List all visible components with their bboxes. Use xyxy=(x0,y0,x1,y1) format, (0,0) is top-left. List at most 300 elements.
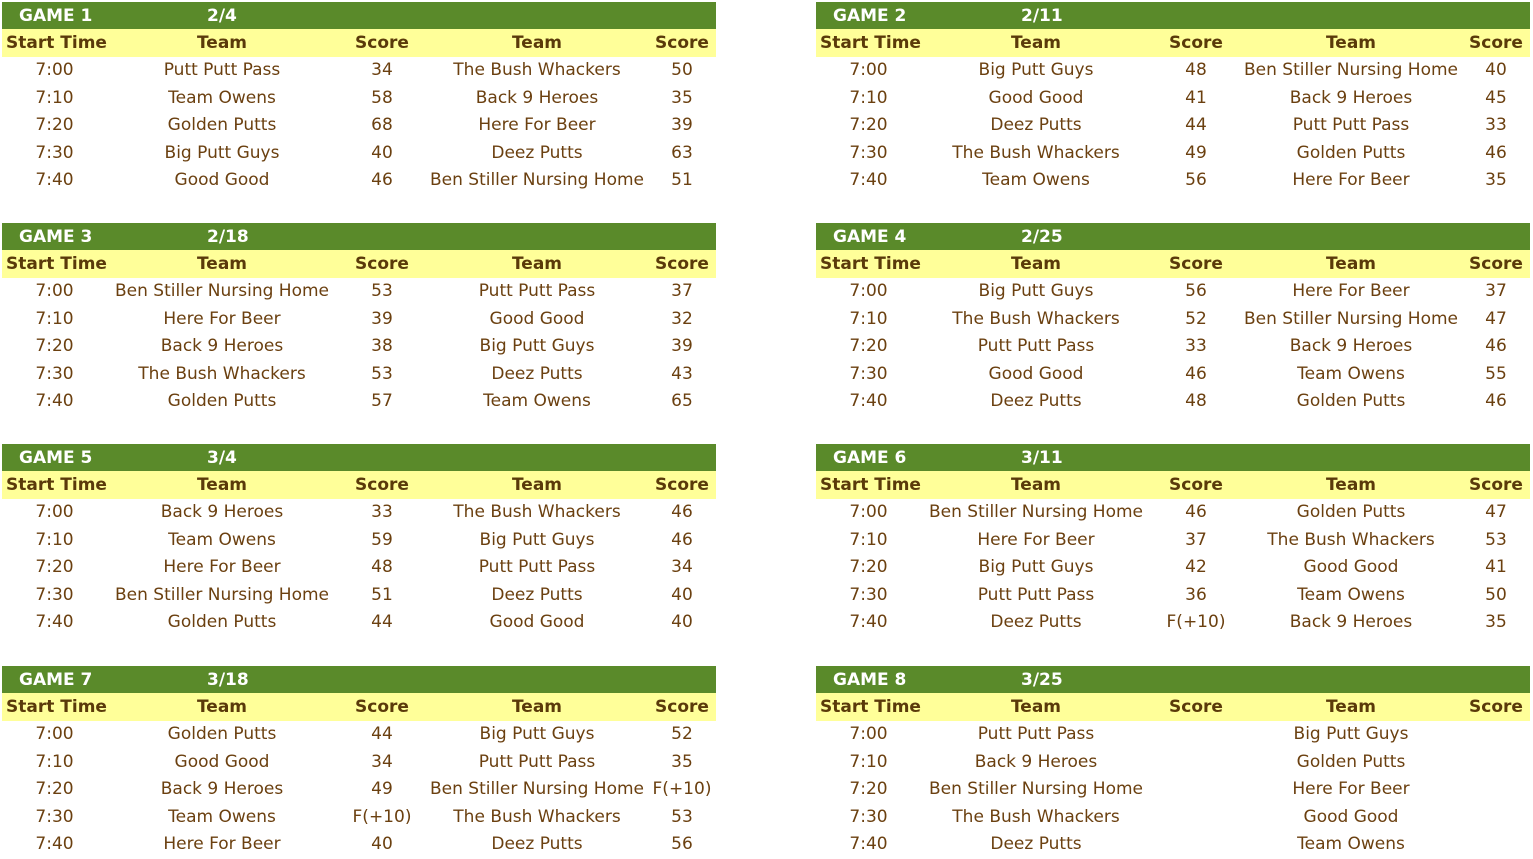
header-team: Team xyxy=(511,475,563,495)
game-block xyxy=(816,444,1530,637)
score-cell: 49 xyxy=(1185,142,1207,163)
header-score: Score xyxy=(1469,254,1523,274)
start-time-cell: 7:00 xyxy=(849,60,888,80)
team-cell: The Bush Whackers xyxy=(952,142,1120,163)
game-date: 3/11 xyxy=(1021,448,1063,468)
team-cell: Back 9 Heroes xyxy=(475,87,599,108)
match-row xyxy=(816,278,1530,306)
start-time-cell: 7:00 xyxy=(849,502,888,522)
team-cell: Golden Putts xyxy=(1296,142,1406,163)
match-row xyxy=(816,361,1530,389)
game-title-bar xyxy=(816,444,1530,471)
team-cell: Good Good xyxy=(1303,806,1399,827)
score-cell: 33 xyxy=(371,502,393,522)
score-cell: 53 xyxy=(371,363,393,384)
score-cell: 34 xyxy=(371,60,393,80)
team-cell: Golden Putts xyxy=(1296,502,1406,522)
start-time-cell: 7:20 xyxy=(35,557,74,578)
score-cell: 55 xyxy=(1485,363,1507,384)
game-title-bar xyxy=(816,666,1530,693)
match-row xyxy=(2,721,716,749)
header-start-time: Start Time xyxy=(820,697,921,717)
team-cell: Good Good xyxy=(174,170,270,191)
match-row xyxy=(2,333,716,361)
score-cell: 39 xyxy=(371,308,393,329)
game-date: 2/25 xyxy=(1021,227,1063,247)
header-team: Team xyxy=(196,254,248,274)
header-start-time: Start Time xyxy=(820,33,921,53)
team-cell: The Bush Whackers xyxy=(952,806,1120,827)
start-time-cell: 7:00 xyxy=(849,281,888,301)
match-row xyxy=(2,776,716,804)
header-team: Team xyxy=(196,33,248,53)
score-cell: 35 xyxy=(1485,170,1507,191)
start-time-cell: 7:00 xyxy=(35,724,74,744)
game-name: GAME 2 xyxy=(833,6,907,26)
score-cell: 47 xyxy=(1485,502,1507,522)
start-time-cell: 7:10 xyxy=(849,529,888,550)
team-cell: Back 9 Heroes xyxy=(160,336,284,357)
header-start-time: Start Time xyxy=(6,475,107,495)
score-cell: 68 xyxy=(371,115,393,136)
game-title-bar xyxy=(816,223,1530,250)
score-cell: 46 xyxy=(1485,391,1507,412)
header-team: Team xyxy=(511,254,563,274)
team-cell: Here For Beer xyxy=(1292,281,1410,301)
team-cell: The Bush Whackers xyxy=(138,363,306,384)
match-row xyxy=(816,85,1530,113)
team-cell: Good Good xyxy=(174,751,270,772)
score-cell: 35 xyxy=(671,87,693,108)
start-time-cell: 7:40 xyxy=(35,834,74,855)
score-cell: 46 xyxy=(1485,336,1507,357)
match-row xyxy=(2,554,716,582)
start-time-cell: 7:30 xyxy=(35,363,74,384)
game-name: GAME 3 xyxy=(19,227,93,247)
match-row xyxy=(816,609,1530,637)
team-cell: Deez Putts xyxy=(990,391,1082,412)
column-header-row xyxy=(2,250,716,278)
header-team: Team xyxy=(1010,254,1062,274)
score-cell: 37 xyxy=(1485,281,1507,301)
score-cell: 52 xyxy=(1185,308,1207,329)
header-team: Team xyxy=(511,697,563,717)
start-time-cell: 7:40 xyxy=(35,391,74,412)
score-cell: 43 xyxy=(671,363,693,384)
score-cell: 41 xyxy=(1185,87,1207,108)
match-row xyxy=(816,749,1530,777)
team-cell: Back 9 Heroes xyxy=(160,779,284,800)
score-cell: 39 xyxy=(671,115,693,136)
team-cell: Ben Stiller Nursing Home xyxy=(1243,308,1458,329)
score-cell: 35 xyxy=(671,751,693,772)
header-team: Team xyxy=(196,697,248,717)
score-cell: 45 xyxy=(1485,87,1507,108)
score-cell: 38 xyxy=(371,336,393,357)
column-header-row xyxy=(2,471,716,499)
team-cell: Big Putt Guys xyxy=(978,281,1094,301)
game-title-bar xyxy=(2,666,716,693)
score-cell: 48 xyxy=(1185,60,1207,80)
team-cell: Golden Putts xyxy=(1296,391,1406,412)
start-time-cell: 7:20 xyxy=(35,336,74,357)
score-cell: 59 xyxy=(371,529,393,550)
score-cell: 56 xyxy=(671,834,693,855)
score-cell: 53 xyxy=(1485,529,1507,550)
start-time-cell: 7:40 xyxy=(849,170,888,191)
match-row xyxy=(2,57,716,85)
team-cell: The Bush Whackers xyxy=(952,308,1120,329)
match-row xyxy=(2,167,716,195)
game-title-bar xyxy=(816,2,1530,29)
match-row xyxy=(816,306,1530,334)
score-cell: 51 xyxy=(671,170,693,191)
score-cell: 57 xyxy=(371,391,393,412)
match-row xyxy=(816,804,1530,832)
match-row xyxy=(816,582,1530,610)
score-cell: 46 xyxy=(671,502,693,522)
score-cell: 39 xyxy=(671,336,693,357)
score-cell: 46 xyxy=(671,529,693,550)
game-block xyxy=(816,666,1530,859)
team-cell: Putt Putt Pass xyxy=(1292,115,1410,136)
match-row xyxy=(2,527,716,555)
team-cell: Here For Beer xyxy=(163,557,281,578)
start-time-cell: 7:20 xyxy=(849,115,888,136)
start-time-cell: 7:30 xyxy=(35,142,74,163)
header-team: Team xyxy=(1010,697,1062,717)
score-cell: 56 xyxy=(1185,170,1207,191)
score-cell: 49 xyxy=(371,779,393,800)
score-cell: 53 xyxy=(371,281,393,301)
team-cell: Golden Putts xyxy=(1296,751,1406,772)
header-score: Score xyxy=(1469,697,1523,717)
team-cell: Putt Putt Pass xyxy=(977,336,1095,357)
team-cell: Ben Stiller Nursing Home xyxy=(928,779,1143,800)
score-cell: F(+10) xyxy=(652,779,712,800)
team-cell: Here For Beer xyxy=(977,529,1095,550)
score-cell: 34 xyxy=(371,751,393,772)
header-score: Score xyxy=(1469,475,1523,495)
column-header-row xyxy=(816,250,1530,278)
start-time-cell: 7:40 xyxy=(35,170,74,191)
header-score: Score xyxy=(655,475,709,495)
match-row xyxy=(816,388,1530,416)
game-name: GAME 5 xyxy=(19,448,93,468)
team-cell: Golden Putts xyxy=(167,612,277,633)
start-time-cell: 7:30 xyxy=(35,806,74,827)
score-cell: 52 xyxy=(671,724,693,744)
score-cell: 51 xyxy=(371,584,393,605)
team-cell: Big Putt Guys xyxy=(164,142,280,163)
team-cell: Team Owens xyxy=(168,806,276,827)
match-row xyxy=(816,776,1530,804)
team-cell: Ben Stiller Nursing Home xyxy=(114,584,329,605)
start-time-cell: 7:40 xyxy=(849,612,888,633)
game-date: 3/4 xyxy=(207,448,237,468)
team-cell: Good Good xyxy=(489,612,585,633)
header-score: Score xyxy=(355,33,409,53)
score-cell: 46 xyxy=(371,170,393,191)
team-cell: Putt Putt Pass xyxy=(163,60,281,80)
game-block xyxy=(2,223,716,416)
score-cell: 35 xyxy=(1485,612,1507,633)
team-cell: Here For Beer xyxy=(1292,170,1410,191)
game-date: 2/4 xyxy=(207,6,237,26)
match-row xyxy=(2,140,716,168)
header-score: Score xyxy=(355,475,409,495)
team-cell: The Bush Whackers xyxy=(453,502,621,522)
score-cell: 58 xyxy=(371,87,393,108)
score-cell: 36 xyxy=(1185,584,1207,605)
start-time-cell: 7:20 xyxy=(849,336,888,357)
header-start-time: Start Time xyxy=(6,254,107,274)
start-time-cell: 7:30 xyxy=(849,584,888,605)
match-row xyxy=(2,388,716,416)
start-time-cell: 7:00 xyxy=(35,60,74,80)
score-cell: 50 xyxy=(1485,584,1507,605)
start-time-cell: 7:20 xyxy=(35,115,74,136)
header-start-time: Start Time xyxy=(820,254,921,274)
score-cell: 44 xyxy=(371,612,393,633)
game-block xyxy=(816,2,1530,195)
team-cell: Big Putt Guys xyxy=(479,724,595,744)
team-cell: Team Owens xyxy=(1297,584,1405,605)
team-cell: The Bush Whackers xyxy=(453,806,621,827)
score-cell: 41 xyxy=(1485,557,1507,578)
header-team: Team xyxy=(196,475,248,495)
match-row xyxy=(816,527,1530,555)
score-cell: 40 xyxy=(371,142,393,163)
match-row xyxy=(2,112,716,140)
game-name: GAME 7 xyxy=(19,670,93,690)
start-time-cell: 7:30 xyxy=(35,584,74,605)
start-time-cell: 7:00 xyxy=(35,502,74,522)
match-row xyxy=(816,140,1530,168)
team-cell: Good Good xyxy=(988,363,1084,384)
team-cell: Back 9 Heroes xyxy=(974,751,1098,772)
header-team: Team xyxy=(511,33,563,53)
match-row xyxy=(816,831,1530,859)
team-cell: Ben Stiller Nursing Home xyxy=(1243,60,1458,80)
team-cell: The Bush Whackers xyxy=(1267,529,1435,550)
score-cell: 63 xyxy=(671,142,693,163)
team-cell: Team Owens xyxy=(1297,834,1405,855)
score-cell: 33 xyxy=(1185,336,1207,357)
start-time-cell: 7:20 xyxy=(849,779,888,800)
team-cell: Ben Stiller Nursing Home xyxy=(429,779,644,800)
start-time-cell: 7:10 xyxy=(849,751,888,772)
column-header-row xyxy=(816,29,1530,57)
game-name: GAME 1 xyxy=(19,6,93,26)
header-team: Team xyxy=(1325,475,1377,495)
team-cell: Deez Putts xyxy=(990,115,1082,136)
header-start-time: Start Time xyxy=(6,697,107,717)
team-cell: Golden Putts xyxy=(167,391,277,412)
match-row xyxy=(2,582,716,610)
match-row xyxy=(816,499,1530,527)
start-time-cell: 7:10 xyxy=(849,308,888,329)
match-row xyxy=(816,721,1530,749)
match-row xyxy=(816,333,1530,361)
header-score: Score xyxy=(1169,475,1223,495)
header-score: Score xyxy=(355,254,409,274)
team-cell: Ben Stiller Nursing Home xyxy=(928,502,1143,522)
header-score: Score xyxy=(355,697,409,717)
score-cell: 56 xyxy=(1185,281,1207,301)
team-cell: Big Putt Guys xyxy=(479,529,595,550)
start-time-cell: 7:20 xyxy=(35,779,74,800)
game-title-bar xyxy=(2,223,716,250)
header-score: Score xyxy=(1469,33,1523,53)
team-cell: Good Good xyxy=(1303,557,1399,578)
score-cell: 46 xyxy=(1485,142,1507,163)
score-cell: 65 xyxy=(671,391,693,412)
match-row xyxy=(2,609,716,637)
score-cell: 50 xyxy=(671,60,693,80)
team-cell: Back 9 Heroes xyxy=(1289,87,1413,108)
team-cell: Putt Putt Pass xyxy=(478,281,596,301)
header-score: Score xyxy=(1169,254,1223,274)
team-cell: Deez Putts xyxy=(491,584,583,605)
start-time-cell: 7:40 xyxy=(35,612,74,633)
match-row xyxy=(2,306,716,334)
header-score: Score xyxy=(1169,697,1223,717)
start-time-cell: 7:20 xyxy=(849,557,888,578)
team-cell: Big Putt Guys xyxy=(1293,724,1409,744)
score-cell: 47 xyxy=(1485,308,1507,329)
header-team: Team xyxy=(1010,33,1062,53)
team-cell: Deez Putts xyxy=(491,363,583,384)
team-cell: Deez Putts xyxy=(990,612,1082,633)
score-cell: 37 xyxy=(671,281,693,301)
header-start-time: Start Time xyxy=(6,33,107,53)
match-row xyxy=(2,749,716,777)
score-cell: 32 xyxy=(671,308,693,329)
team-cell: Team Owens xyxy=(483,391,591,412)
match-row xyxy=(2,85,716,113)
team-cell: Back 9 Heroes xyxy=(160,502,284,522)
score-cell: 40 xyxy=(671,584,693,605)
start-time-cell: 7:10 xyxy=(849,87,888,108)
team-cell: Back 9 Heroes xyxy=(1289,336,1413,357)
team-cell: Back 9 Heroes xyxy=(1289,612,1413,633)
game-date: 2/11 xyxy=(1021,6,1063,26)
match-row xyxy=(816,167,1530,195)
match-row xyxy=(2,499,716,527)
team-cell: Deez Putts xyxy=(990,834,1082,855)
header-team: Team xyxy=(1010,475,1062,495)
team-cell: Here For Beer xyxy=(478,115,596,136)
column-header-row xyxy=(816,471,1530,499)
score-cell: 46 xyxy=(1185,363,1207,384)
start-time-cell: 7:30 xyxy=(849,363,888,384)
start-time-cell: 7:30 xyxy=(849,142,888,163)
match-row xyxy=(2,278,716,306)
team-cell: Golden Putts xyxy=(167,115,277,136)
header-score: Score xyxy=(1169,33,1223,53)
match-row xyxy=(2,361,716,389)
team-cell: The Bush Whackers xyxy=(453,60,621,80)
score-cell: 53 xyxy=(671,806,693,827)
match-row xyxy=(816,57,1530,85)
team-cell: Deez Putts xyxy=(491,834,583,855)
team-cell: Big Putt Guys xyxy=(978,60,1094,80)
team-cell: Team Owens xyxy=(168,529,276,550)
game-block xyxy=(2,666,716,859)
game-name: GAME 6 xyxy=(833,448,907,468)
start-time-cell: 7:10 xyxy=(35,751,74,772)
score-cell: 46 xyxy=(1185,502,1207,522)
game-date: 3/18 xyxy=(207,670,249,690)
team-cell: Putt Putt Pass xyxy=(977,584,1095,605)
game-name: GAME 8 xyxy=(833,670,907,690)
score-cell: F(+10) xyxy=(1166,612,1226,633)
header-team: Team xyxy=(1325,254,1377,274)
start-time-cell: 7:10 xyxy=(35,308,74,329)
game-block xyxy=(2,2,716,195)
team-cell: Big Putt Guys xyxy=(978,557,1094,578)
team-cell: Ben Stiller Nursing Home xyxy=(429,170,644,191)
team-cell: Here For Beer xyxy=(163,308,281,329)
start-time-cell: 7:00 xyxy=(35,281,74,301)
score-cell: 42 xyxy=(1185,557,1207,578)
team-cell: Ben Stiller Nursing Home xyxy=(114,281,329,301)
team-cell: Here For Beer xyxy=(163,834,281,855)
team-cell: Team Owens xyxy=(982,170,1090,191)
score-cell: 37 xyxy=(1185,529,1207,550)
start-time-cell: 7:40 xyxy=(849,834,888,855)
team-cell: Here For Beer xyxy=(1292,779,1410,800)
start-time-cell: 7:30 xyxy=(849,806,888,827)
team-cell: Good Good xyxy=(489,308,585,329)
team-cell: Team Owens xyxy=(168,87,276,108)
start-time-cell: 7:40 xyxy=(849,391,888,412)
match-row xyxy=(2,804,716,832)
start-time-cell: 7:10 xyxy=(35,87,74,108)
score-cell: 48 xyxy=(371,557,393,578)
header-team: Team xyxy=(1325,697,1377,717)
column-header-row xyxy=(2,693,716,721)
score-cell: 40 xyxy=(671,612,693,633)
team-cell: Big Putt Guys xyxy=(479,336,595,357)
match-row xyxy=(816,554,1530,582)
header-score: Score xyxy=(655,254,709,274)
start-time-cell: 7:10 xyxy=(35,529,74,550)
team-cell: Putt Putt Pass xyxy=(977,724,1095,744)
game-block xyxy=(2,444,716,637)
column-header-row xyxy=(2,29,716,57)
column-header-row xyxy=(816,693,1530,721)
score-cell: 44 xyxy=(371,724,393,744)
match-row xyxy=(816,112,1530,140)
score-cell: F(+10) xyxy=(352,806,412,827)
game-title-bar xyxy=(2,2,716,29)
team-cell: Putt Putt Pass xyxy=(478,557,596,578)
header-score: Score xyxy=(655,697,709,717)
team-cell: Deez Putts xyxy=(491,142,583,163)
score-cell: 40 xyxy=(1485,60,1507,80)
score-cell: 48 xyxy=(1185,391,1207,412)
team-cell: Putt Putt Pass xyxy=(478,751,596,772)
match-row xyxy=(2,831,716,859)
header-score: Score xyxy=(655,33,709,53)
game-date: 3/25 xyxy=(1021,670,1063,690)
team-cell: Team Owens xyxy=(1297,363,1405,384)
score-cell: 34 xyxy=(671,557,693,578)
score-cell: 40 xyxy=(371,834,393,855)
team-cell: Golden Putts xyxy=(167,724,277,744)
